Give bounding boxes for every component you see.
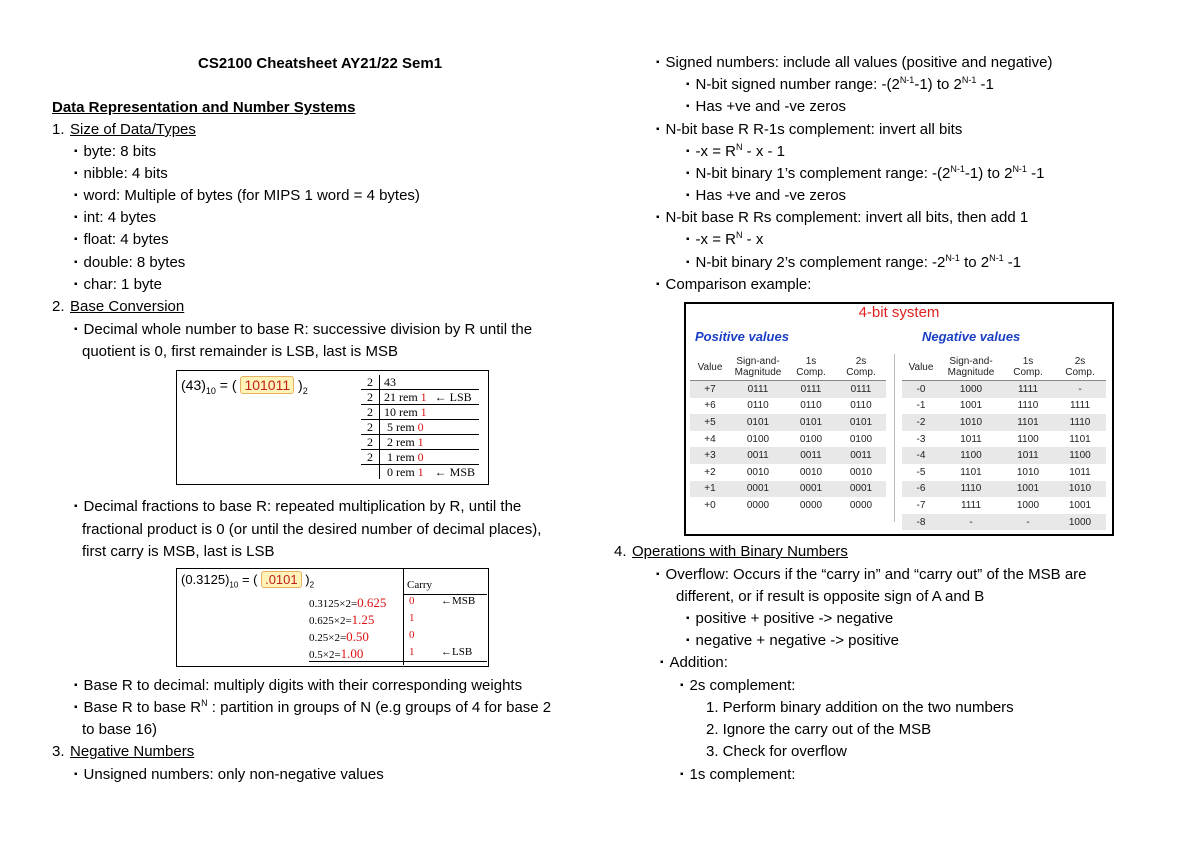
dividend <box>380 390 431 405</box>
eq-lhs-sub: 10 <box>205 385 216 396</box>
eq-sign: = ( <box>215 377 241 393</box>
carry-digit: 1 <box>409 612 415 624</box>
divisor: 2 <box>361 420 380 435</box>
header-ones: 1s Comp. <box>786 354 836 381</box>
dividend <box>380 450 431 465</box>
addition-step: 2. Ignore the carry out of the MSB <box>706 721 932 738</box>
pos-cell: +2 <box>704 466 716 478</box>
pos-cell: 0111 <box>730 381 786 398</box>
pos-cell: 0000 <box>849 499 873 511</box>
pos-row <box>690 464 886 481</box>
neg-cell: 1101 <box>1069 433 1091 445</box>
neg-cell: 1001 <box>1068 499 1092 511</box>
pos-cell: 0001 <box>836 481 886 498</box>
pos-row <box>690 414 886 431</box>
neg-cell: -2 <box>902 414 940 431</box>
whole-conversion-text: ▪ Decimal whole number to base R: successive division by R until the <box>74 320 532 342</box>
mult-row <box>309 612 374 628</box>
dividend-value: 1 <box>387 450 393 464</box>
mult-expr: 0.3125×2= <box>309 598 358 610</box>
divisor: 2 <box>361 390 380 405</box>
remainder: 0 <box>417 420 424 434</box>
neg-cell: - <box>1002 514 1054 531</box>
section-heading: Data Representation and Number Systems <box>52 99 356 116</box>
neg-cell: 1100 <box>940 447 1002 464</box>
mult-value: 0.50 <box>346 629 369 644</box>
signed-text: ▪ Signed numbers: include all values (positive and negative) <box>656 53 1052 75</box>
pos-row <box>690 481 886 498</box>
four-bit-table-box <box>684 302 1114 536</box>
rem-word: rem <box>396 420 415 434</box>
s1-item: ▪ byte: 8 bits <box>74 142 156 164</box>
neg-row <box>902 414 1106 431</box>
neg-cell: -3 <box>916 433 926 445</box>
divisor: 2 <box>361 375 380 390</box>
table-header-row <box>690 354 886 381</box>
header-sign-magnitude: Sign-and- Magnitude <box>940 354 1002 381</box>
neg-cell: -5 <box>916 466 926 478</box>
neg-cell: -6 <box>902 481 940 498</box>
dividend <box>380 375 431 390</box>
pos-cell: 0000 <box>746 499 770 511</box>
remainder: 0 <box>417 450 424 464</box>
tag <box>431 375 479 390</box>
pos-cell: 0100 <box>849 433 873 445</box>
pos-cell: 0010 <box>746 466 770 478</box>
division-equation <box>181 377 308 396</box>
pos-row <box>690 381 886 398</box>
pos-cell: 0010 <box>849 466 873 478</box>
tag <box>431 450 479 465</box>
s2-number: 2. <box>52 298 65 315</box>
table-divider <box>894 354 895 522</box>
range-sup: N-1 <box>899 75 915 85</box>
neg-row <box>902 398 1106 415</box>
formula-post: - x <box>742 231 764 248</box>
division-row <box>361 450 479 465</box>
division-row <box>361 405 479 420</box>
eq-lhs: (43) <box>181 377 206 393</box>
range-pre: N-bit binary 1’s complement range: -(2 <box>695 165 951 182</box>
neg-cell: 1010 <box>1016 466 1040 478</box>
division-example-box <box>176 370 489 485</box>
formula-post: - x - 1 <box>742 143 785 160</box>
s3-number: 3. <box>52 743 65 760</box>
neg-cell: 1111 <box>960 499 982 511</box>
rem-word: rem <box>396 450 415 464</box>
pos-cell: +7 <box>690 381 730 398</box>
division-row <box>361 435 479 450</box>
mult-expr: 0.5×2= <box>309 649 341 661</box>
header-value: Value <box>690 354 730 381</box>
neg-row <box>902 464 1106 481</box>
addition-step: 1. Perform binary addition on the two numbers <box>706 699 1014 716</box>
header-twos: 2s Comp. <box>836 354 886 381</box>
neg-cell: 1110 <box>1054 414 1106 431</box>
carry-digit: 1 <box>409 646 415 658</box>
ones-complement-heading: ▪ N-bit base R R-1s complement: invert all bits <box>656 120 962 142</box>
twos-complement-heading: ▪ N-bit base R Rs complement: invert all bits, then add 1 <box>656 208 1028 230</box>
pos-cell: +0 <box>704 499 716 511</box>
range-sup: N-1 <box>961 75 977 85</box>
s1-title: Size of Data/Types <box>70 121 196 138</box>
mult-underline <box>309 661 487 662</box>
fraction-conversion-text: ▪ Decimal fractions to base R: repeated multiplication by R, until the <box>74 497 521 519</box>
dividend-value: 0 <box>387 465 393 479</box>
fraction-conversion-text-cont: first carry is MSB, last is LSB <box>82 543 275 560</box>
pos-cell: 0010 <box>799 466 823 478</box>
dividend-value: 5 <box>387 420 393 434</box>
zeros-text: ▪ Has +ve and -ve zeros <box>686 186 846 208</box>
ones-addition-heading: ▪ 1s complement: <box>680 765 795 787</box>
neg-cell: 1001 <box>1002 481 1054 498</box>
overflow-case: ▪ positive + positive -> negative <box>686 609 893 631</box>
addition-step: 3. Check for overflow <box>706 743 847 760</box>
neg-cell: 1000 <box>1016 499 1040 511</box>
positive-table <box>690 354 886 514</box>
power-base-text <box>74 698 551 720</box>
dividend <box>380 405 431 420</box>
eq-close-sub: 2 <box>309 580 315 590</box>
pos-cell: +1 <box>690 481 730 498</box>
dividend-value: 21 <box>384 390 396 404</box>
neg-row <box>902 497 1106 514</box>
dividend-value: 43 <box>384 375 396 389</box>
formula-sup: N <box>735 142 743 152</box>
range-sup: N-1 <box>950 164 965 174</box>
neg-cell: 1100 <box>1017 433 1039 445</box>
pos-cell: 0101 <box>730 414 786 431</box>
formula-sup: N <box>735 230 743 240</box>
neg-row <box>902 481 1106 498</box>
pos-row <box>690 398 886 415</box>
mult-value: 1.00 <box>340 646 364 661</box>
pos-cell: 0111 <box>836 381 886 398</box>
rem-word: rem <box>396 465 415 479</box>
table-header-row <box>902 354 1106 381</box>
power-base-pre: Base R to base R <box>83 699 202 716</box>
multiplication-equation <box>181 572 314 590</box>
range-sup: N-1 <box>989 253 1004 263</box>
range-post: -1 <box>1026 165 1045 182</box>
s3-title: Negative Numbers <box>70 743 195 760</box>
division-table <box>361 375 479 479</box>
s1-item: ▪ float: 4 bytes <box>74 230 169 252</box>
neg-cell: 1011 <box>960 433 982 445</box>
tag <box>431 435 479 450</box>
negative-table <box>902 354 1106 530</box>
pos-cell: 0000 <box>799 499 823 511</box>
dividend <box>380 435 431 450</box>
ones-formula <box>686 142 785 164</box>
s1-item: ▪ char: 1 byte <box>74 275 162 297</box>
formula-pre: -x = R <box>695 143 736 160</box>
mult-row <box>309 646 363 662</box>
pos-row <box>690 447 886 464</box>
range-sup: N-1 <box>945 253 960 263</box>
header-ones: 1s Comp. <box>1002 354 1054 381</box>
range-pre: N-bit binary 2’s complement range: -2 <box>695 254 946 271</box>
range-mid: -1) to 2 <box>964 165 1013 182</box>
s4-number: 4. <box>614 543 627 560</box>
carry-digit: 0 <box>409 595 415 607</box>
neg-cell: -0 <box>902 381 940 398</box>
pos-cell: 0001 <box>730 481 786 498</box>
pos-cell: 0111 <box>786 381 836 398</box>
neg-cell: -8 <box>902 514 940 531</box>
neg-cell: 1011 <box>1002 447 1054 464</box>
carry-digit: 0 <box>409 629 415 641</box>
s1-item: ▪ double: 8 bytes <box>74 253 185 275</box>
ones-range <box>686 164 1044 186</box>
s1-item: ▪ nibble: 4 bits <box>74 164 168 186</box>
neg-row <box>902 514 1106 531</box>
lsb-tag: ←LSB <box>441 646 473 658</box>
pos-cell: +3 <box>690 447 730 464</box>
neg-cell: 1111 <box>1002 381 1054 398</box>
division-row <box>361 375 479 390</box>
overflow-case: ▪ negative + negative -> positive <box>686 631 899 653</box>
eq-close-sub: 2 <box>302 385 308 396</box>
lsb-tag: ← LSB <box>431 390 479 405</box>
s4-title: Operations with Binary Numbers <box>632 543 848 560</box>
neg-cell: 1010 <box>1054 481 1106 498</box>
twos-formula <box>686 230 763 252</box>
s2-heading <box>52 297 184 317</box>
zeros-text: ▪ Has +ve and -ve zeros <box>686 97 846 119</box>
neg-cell: 1011 <box>1069 466 1091 478</box>
neg-cell: -1 <box>916 400 926 412</box>
dividend <box>380 465 431 480</box>
eq-lhs: (0.3125) <box>181 572 230 587</box>
divisor: 2 <box>361 405 380 420</box>
tag <box>431 420 479 435</box>
pos-cell: +6 <box>704 400 716 412</box>
pos-cell: +5 <box>690 414 730 431</box>
carry-divider <box>403 569 404 665</box>
power-base-sup: N <box>201 698 208 708</box>
neg-cell: -4 <box>902 447 940 464</box>
mult-value: 0.625 <box>357 595 387 610</box>
eq-result: 101011 <box>240 376 294 394</box>
page-title: CS2100 Cheatsheet AY21/22 Sem1 <box>198 55 443 72</box>
divisor: 2 <box>361 450 380 465</box>
s4-heading <box>614 542 848 562</box>
twos-addition-heading: ▪ 2s complement: <box>680 676 795 698</box>
neg-cell: 1101 <box>1002 414 1054 431</box>
fraction-conversion-text-cont: fractional product is 0 (or until the desired number of decimal places), <box>82 521 542 538</box>
neg-cell: 1101 <box>960 466 982 478</box>
power-base-text-cont: to base 16) <box>82 721 158 738</box>
range-sup: N-1 <box>1012 164 1027 174</box>
divisor: 2 <box>361 435 380 450</box>
neg-cell: 1110 <box>1017 400 1039 412</box>
pos-cell: 0110 <box>800 400 822 412</box>
power-base-post: : partition in groups of N (e.g groups of 4 for base 2 <box>207 699 552 716</box>
unsigned-text: ▪ Unsigned numbers: only non-negative values <box>74 765 384 787</box>
division-row <box>361 420 479 435</box>
range-mid: to 2 <box>959 254 990 271</box>
remainder: 1 <box>417 435 424 449</box>
division-row <box>361 465 479 480</box>
remainder: 1 <box>420 405 427 419</box>
comparison-text: ▪ Comparison example: <box>656 275 811 297</box>
eq-sign: = ( <box>238 572 262 587</box>
dividend <box>380 420 431 435</box>
eq-close: ) <box>294 377 303 393</box>
pos-cell: 0101 <box>836 414 886 431</box>
pos-cell: 0100 <box>746 433 770 445</box>
s1-item: ▪ int: 4 bytes <box>74 208 156 230</box>
mult-expr: 0.625×2= <box>309 615 352 627</box>
tag <box>431 405 479 420</box>
pos-cell: 0110 <box>850 400 872 412</box>
eq-lhs-sub: 10 <box>229 580 239 590</box>
rem-word: rem <box>399 405 418 419</box>
pos-cell: 0100 <box>799 433 823 445</box>
neg-cell: 1001 <box>959 400 983 412</box>
s2-title: Base Conversion <box>70 298 185 315</box>
pos-row <box>690 497 886 514</box>
remainder: 1 <box>417 465 424 479</box>
neg-cell: 1100 <box>1054 447 1106 464</box>
carry-label: Carry <box>407 579 433 591</box>
negative-rows <box>902 381 1106 531</box>
pos-cell: 0011 <box>786 447 836 464</box>
neg-cell: - <box>1054 381 1106 398</box>
header-value: Value <box>902 354 940 381</box>
s1-heading <box>52 120 196 140</box>
divisor <box>361 465 380 480</box>
pos-cell: +4 <box>704 433 716 445</box>
header-sign-magnitude: Sign-and- Magnitude <box>730 354 786 381</box>
s1-number: 1. <box>52 121 65 138</box>
range-pre: N-bit signed number range: -(2 <box>695 76 900 93</box>
msb-tag: ← MSB <box>431 465 479 480</box>
pos-cell: 0011 <box>730 447 786 464</box>
header-twos: 2s Comp. <box>1054 354 1106 381</box>
whole-conversion-text-cont: quotient is 0, first remainder is LSB, last is MSB <box>82 343 398 360</box>
range-post: -1 <box>1003 254 1022 271</box>
dividend-value: 2 <box>387 435 393 449</box>
overflow-text-cont: different, or if result is opposite sign of A and B <box>676 588 985 605</box>
to-decimal-text: ▪ Base R to decimal: multiply digits with their corresponding weights <box>74 676 522 698</box>
pos-row <box>690 431 886 448</box>
neg-cell: 1010 <box>940 414 1002 431</box>
rem-word: rem <box>399 390 418 404</box>
addition-heading: ▪ Addition: <box>660 653 728 675</box>
range-mid: -1) to 2 <box>914 76 962 93</box>
neg-row <box>902 431 1106 448</box>
neg-cell: -7 <box>916 499 926 511</box>
table-title: 4-bit system <box>858 304 940 321</box>
overflow-text: ▪ Overflow: Occurs if the “carry in” and “carry out” of the MSB are <box>656 565 1087 587</box>
mult-row <box>309 629 369 645</box>
eq-close: ) <box>301 572 310 587</box>
remainder: 1 <box>420 390 427 404</box>
neg-cell: 1110 <box>940 481 1002 498</box>
eq-result: .0101 <box>261 571 302 588</box>
pos-cell: 0101 <box>786 414 836 431</box>
twos-range <box>686 253 1021 275</box>
positive-heading: Positive values <box>695 329 789 344</box>
neg-cell: 1000 <box>1054 514 1106 531</box>
msb-tag: ←MSB <box>441 595 476 607</box>
mult-value: 1.25 <box>351 612 375 627</box>
mult-row <box>309 595 386 611</box>
rem-word: rem <box>396 435 415 449</box>
neg-row <box>902 447 1106 464</box>
division-row <box>361 390 479 405</box>
neg-row <box>902 381 1106 398</box>
negative-heading: Negative values <box>922 329 1021 344</box>
range-post: -1 <box>976 76 994 93</box>
neg-cell: 1000 <box>940 381 1002 398</box>
s1-item: ▪ word: Multiple of bytes (for MIPS 1 word = 4 bytes) <box>74 186 420 208</box>
pos-cell: 0001 <box>786 481 836 498</box>
mult-expr: 0.25×2= <box>309 632 347 644</box>
pos-cell: 0110 <box>747 400 769 412</box>
dividend-value: 10 <box>384 405 396 419</box>
neg-cell: 1111 <box>1069 400 1091 412</box>
neg-cell: - <box>940 514 1002 531</box>
formula-pre: -x = R <box>695 231 736 248</box>
multiplication-example-box <box>176 568 489 667</box>
pos-cell: 0011 <box>836 447 886 464</box>
signed-range <box>686 75 994 97</box>
s3-heading <box>52 742 194 762</box>
positive-rows <box>690 381 886 514</box>
